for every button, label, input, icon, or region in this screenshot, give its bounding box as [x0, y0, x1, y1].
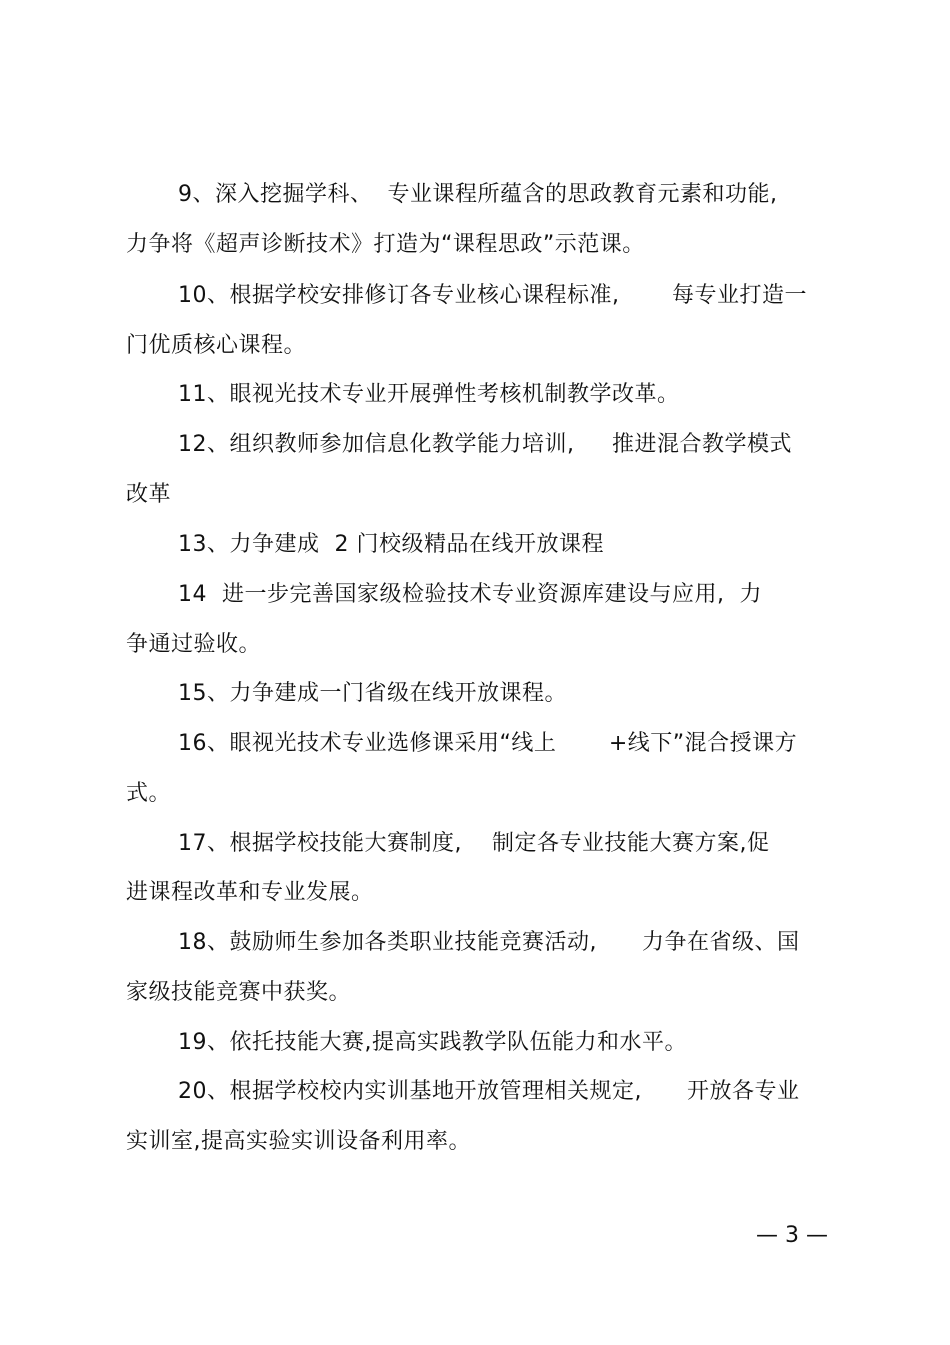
item-9-line-1: 9、深入挖掘学科、 专业课程所蕴含的思政教育元素和功能,: [178, 182, 778, 207]
item-12-line-1: 12、组织教师参加信息化教学能力培训, 推进混合教学模式: [178, 432, 792, 457]
item-18-line-2: 家级技能竞赛中获奖。: [126, 980, 352, 1005]
item-14-line-2: 争通过验收。: [126, 632, 262, 657]
item-13-line-1: 13、力争建成 2 门校级精品在线开放课程: [178, 532, 604, 557]
item-16-line-2: 式。: [126, 781, 172, 806]
item-10-line-2: 门优质核心课程。: [126, 333, 307, 358]
item-19-line-1: 19、依托技能大赛,提高实践教学队伍能力和水平。: [178, 1030, 687, 1055]
item-16-line-1: 16、眼视光技术专业选修课采用“线上 +线下”混合授课方: [178, 731, 798, 756]
item-18-line-1: 18、鼓励师生参加各类职业技能竞赛活动, 力争在省级、国: [178, 930, 800, 955]
item-20-line-2: 实训室,提高实验实训设备利用率。: [126, 1129, 471, 1154]
item-11-line-1: 11、眼视光技术专业开展弹性考核机制教学改革。: [178, 382, 680, 407]
item-15-line-1: 15、力争建成一门省级在线开放课程。: [178, 681, 567, 706]
item-9-line-2: 力争将《超声诊断技术》打造为“课程思政”示范课。: [126, 232, 645, 257]
page-number: — 3 —: [756, 1223, 828, 1248]
item-12-line-2: 改革: [126, 482, 172, 507]
item-20-line-1: 20、根据学校校内实训基地开放管理相关规定, 开放各专业: [178, 1079, 800, 1104]
item-10-line-1: 10、根据学校安排修订各专业核心课程标准, 每专业打造一: [178, 283, 807, 308]
item-17-line-1: 17、根据学校技能大赛制度, 制定各专业技能大赛方案,促: [178, 831, 770, 856]
item-14-line-1: 14 进一步完善国家级检验技术专业资源库建设与应用, 力: [178, 582, 762, 607]
item-17-line-2: 进课程改革和专业发展。: [126, 880, 374, 905]
